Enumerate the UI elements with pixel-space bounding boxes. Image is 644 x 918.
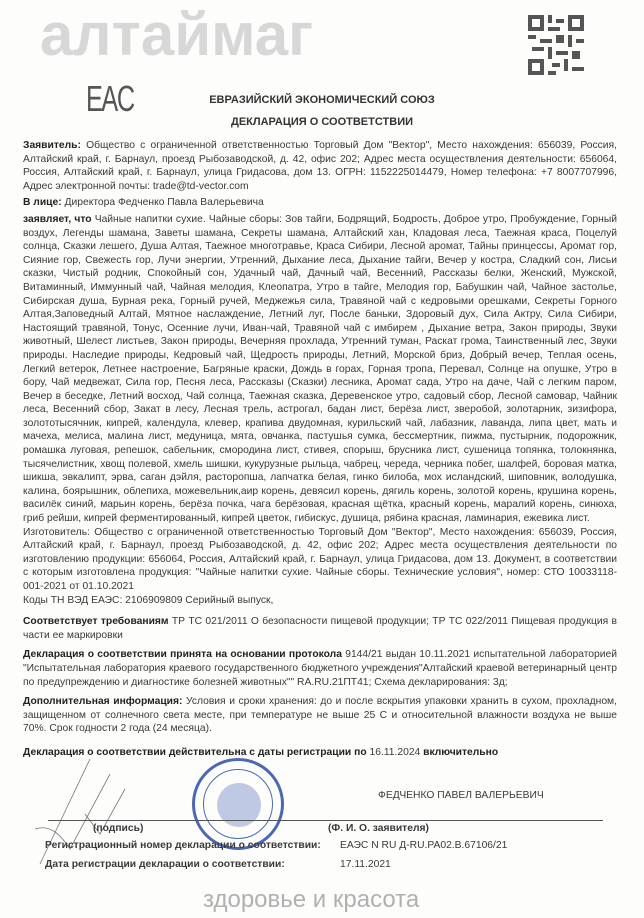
basis-section [23, 648, 617, 689]
registration-number-row [23, 840, 617, 859]
product-section [23, 213, 617, 526]
watermark-tagline: здоровье и красота [203, 885, 420, 913]
watermark-brand: алтаймаг [40, 1, 314, 68]
basis-text: 9144/21 выдан 10.11.2021 испытательной лабораторией "Испытательная лаборатория краевого государственного бюджетного учреждения"Алтайский краевой ветеринарный центр по предупреждению и диагностике болезней животных"" RA.RU.21ПТ41; Схема декларирования: 3д; [23, 649, 617, 688]
signature-caption: (подпись) [93, 822, 144, 834]
registration-number: ЕАЭС N RU Д-RU.PA02.B.67106/21 [340, 839, 508, 851]
validity-date: 16.11.2024 [366, 746, 424, 758]
signature-line [48, 820, 603, 821]
codes-section: Коды ТН ВЭД ЕАЭС: 2106909809 Серийный выпуск, [23, 594, 274, 606]
union-heading: ЕВРАЗИЙСКИЙ ЭКОНОМИЧЕСКИЙ СОЮЗ [209, 94, 435, 106]
registration-date-label: Дата регистрации декларации о соответствии: [45, 858, 285, 870]
applicant-section [23, 139, 617, 193]
basis-label: Декларация о соответствии принята на основании протокола [23, 649, 342, 661]
manufacturer-section: Изготовитель: Общество с ограниченной ответственностью Торговый Дом "Вектор", Место нахождения: 656039, Россия, Алтайский край, г. Барнаул, проезд Рыбозаводской, д. 42, офис 202; Адрес места осуществления деятельности по изготовлению продукции: 656064, Россия, Алтайский край, г. Барнаул, улица Гридасова, дом 13. Документ, в соответствии с которым изготовлена продукция: "Чайные напитки сухие. Чайные сборы. Технические условия", номер: СТО 10033118-001-2021 от 01.10.2021 [23, 526, 617, 592]
document-title: ДЕКЛАРАЦИЯ О СООТВЕТСТВИИ [230, 116, 414, 128]
compliance-text: ТР ТС 021/2011 О безопасности пищевой продукции; ТР ТС 022/2011 Пищевая продукция в части ее маркировки [23, 616, 618, 641]
represented-label: В лице: [23, 197, 62, 209]
represented-section [23, 196, 617, 210]
additional-label: Дополнительная информация: [23, 696, 183, 708]
represented-text: Директора Федченко Павла Валерьевича [61, 197, 264, 209]
additional-info-section [23, 695, 617, 736]
qr-code [528, 15, 584, 75]
registration-date-row [23, 859, 617, 878]
registration-date: 17.11.2021 [340, 858, 391, 870]
compliance-section [23, 615, 617, 642]
eac-logo: EAC [86, 78, 134, 119]
validity-label: Декларация о соответствии действительна с даты регистрации по [23, 746, 367, 758]
compliance-label: Соответствует требованиям [23, 616, 169, 628]
registration-number-label: Регистрационный номер декларации о соответствии: [45, 839, 321, 851]
name-caption: (Ф. И. О. заявителя) [328, 822, 429, 834]
declares-label: заявляет, что [23, 213, 92, 225]
product-list: Чайные напитки сухие. Чайные сборы: Зов тайги, Бодрящий, Бодрость, Доброе утро, Пробуждение, Горный воздух, Легенды шамана, Заветы шамана, Секреты шамана, Алтайский хан, Кладовая леса, Таежная краса, Поцелуй солнца, Сказки лешего, Душа Алтая, Таежное многотравье, Краса Сибири, Лесной аромат, Тайны принцессы, Аромат гор, Сияние гор, Свежесть гор, Лучи энергии, Утренний, Дыхание леса, Дыхание тайги, Вечер у костра, Сладкий сон, Лисьи сказки, Чистый родник, Спокойный сон, Удачный чай, Дачный чай, Весенний, Рассказы белки, Женский, Мужской, Витаминный, Иммунный чай, Чайная мелодия, Клеопатра, Утро в тайге, Мелодия гор, Бабушкин чай, Чайное застолье, Сибирская душа, Бурная река, Горный ручей, Меджежья сила, Травяной чай с кедровыми орешками, Секреты Горного Алтая,Заповедный Алтай, Мятное наслаждение, Летний луг, После баньки, Здоровый дух, Сила Актру, Сила Сибири, Настоящий травяной, Тонус, Осенние лучи, Иван-чай, Травяной чай с имбирем , Дыхание ветра, Закон природы, Звуки животный, Шелест листьев, Закон природы, Вечерняя прохлада, Утренний туман, Раскат грома, Таинственный лес, Звуки природы. Наследие природы, Кедровый чай, Щедрость природы, Летний, Морской бриз, Добрый вечер, Теплая осень, Легкий ветерок, Летнее настроение, Багряные краски, Дождь в горах, Горная тропа, Перевал, Солнце на опушке, Утро в бору, Чай медвежат, Сила гор, Песня леса, Рассказы (Сказки) лесника, Аромат сада, Утро на даче, Чай с легким паром, Вечер в беседке, Летний восход, Чай солнца, Таежная сказка, Деревенское утро, садовый сбор, Лесной самовар, Чайник леса, Весенний сбор, Закат в лесу, Лесная трель, астрогал, бадан лист, берёза лист, зверобой, золотарник, зизифора, золототысячник, кипрей, календула, клевер, крапива двудомная, курильский чай, лабазник, лаванда, липа цвет, мать и мачеха, мелиса, малина лист, медуница, мята, овчанка, пастушья сумка, бессмертник, пижма, пустырник, подорожник, ромашка луговая, репешок, сабельник, смородина лист, стивея, спорыш, брусника лист, сушеница топянка, толокнянка, тысячелистник, хвощ полевой, хмель шишки, кукурузные рыльца, чабрец, череда, черника побег, шалфей, боровая матка, шикша, эвкалипт, эрва, саган дэйля, расторопша, лапчатка белая, гинко билоба, мох исландский, шиповник, володушка, калина, боярышник, облепиха, можевельник,аир корень, девясил корень, дягиль корень, золотой корень, крушина корень, василёк синий, марьин корень, берёза почка, чага берёзовая, красная щётка, красный корень, маралий корень, синюха, гриб рейши, кипрей ферментированный, кипрей цветок, гибискус, душица, рябина красная, ламинария, ежевика лист. [23, 213, 617, 525]
additional-text: Условия и сроки хранения: до и после вскрытия упаковки хранить в сухом, прохладном, защищенном от солнечного света месте, при температуре не выше 25 С и относительной влажности воздуха не выше 70%. Срок годности 2 года (24 месяца). [23, 696, 617, 735]
applicant-label: Заявитель: [23, 140, 81, 151]
validity-label-end: включительно [423, 746, 499, 758]
applicant-text: Общество с ограниченной ответственностью Торговый Дом "Вектор", Место нахождения: 656039, Россия, Алтайский край, г. Барнаул, проезд Рыбозаводской, д. 42, офис 202; Адрес места осуществления деятельности: 656064, Россия, Алтайский край, г. Барнаул, улица Гридасова, дом 13. ОГРН: 1152225014479, Номер телефона: +7 8007707996, Адрес электронной почты: trade@td-vector.com [23, 140, 617, 192]
signer-name: ФЕДЧЕНКО ПАВЕЛ ВАЛЕРЬЕВИЧ [378, 789, 544, 801]
document-body [23, 139, 617, 918]
signature-block [23, 764, 617, 836]
company-stamp [192, 758, 284, 850]
